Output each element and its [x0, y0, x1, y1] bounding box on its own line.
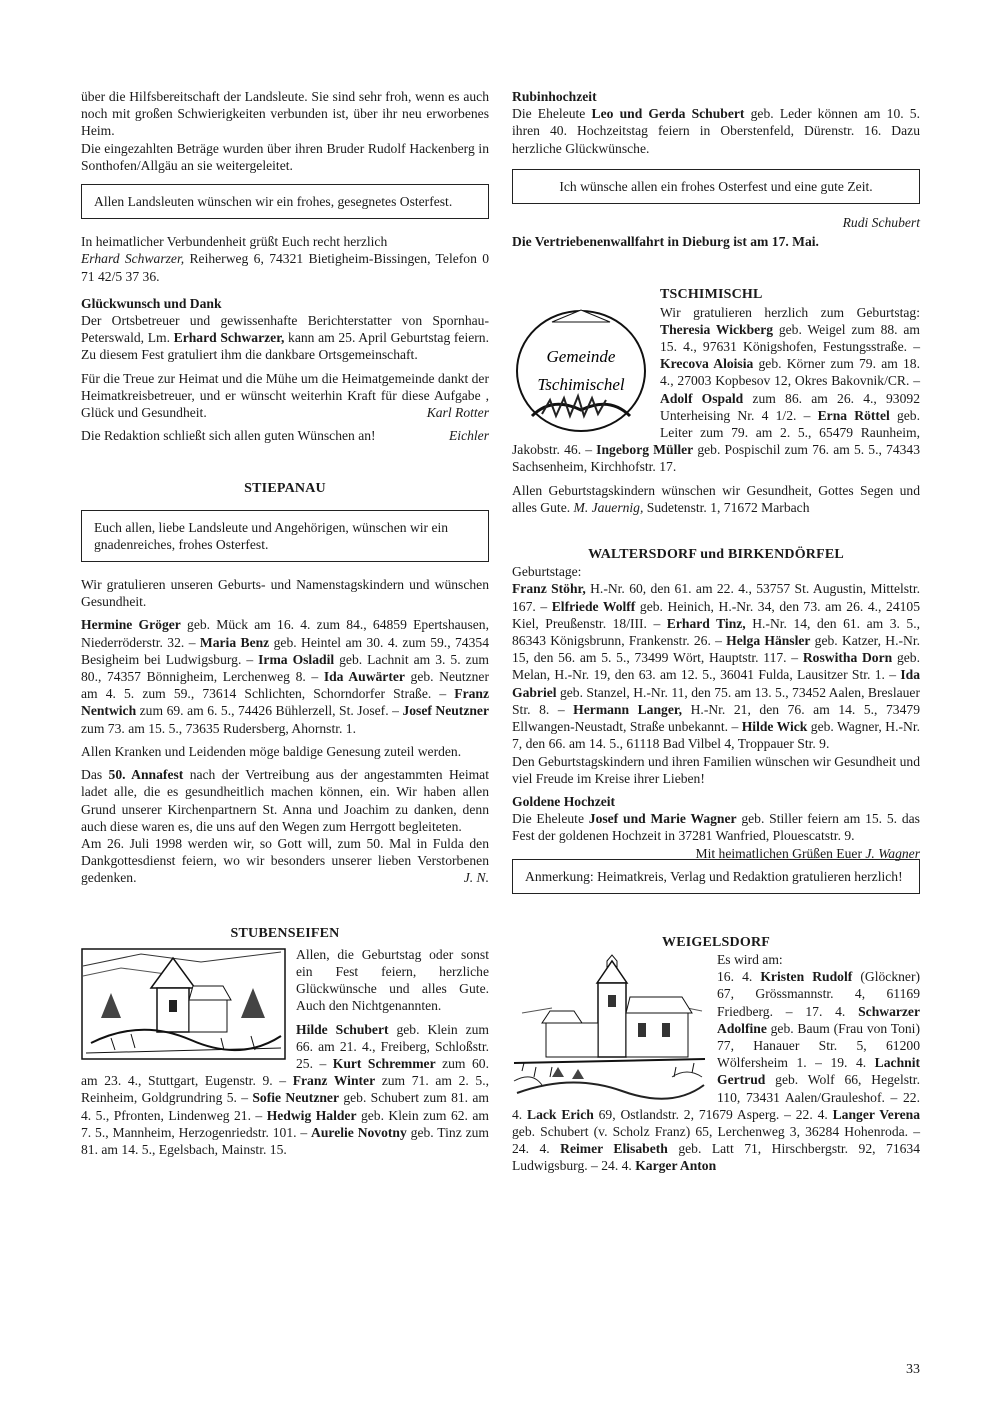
person-name: Krecova Aloisia	[660, 356, 754, 372]
person-name: Franz Winter	[292, 1073, 376, 1089]
person-details: geb. Melan, H.-Nr. 19, den 63. am 12. 5., 36041 Fulda, Lausitzer Str. 1. –	[512, 650, 920, 683]
gold-text-a: Die Eheleute	[512, 811, 589, 827]
person-details: geb. Schubert (v. Scholz Franz) 65, Lerchenweg 3, 36284 Hohenroda. – 24. 4.	[512, 1123, 920, 1157]
person-details: geb. Heinich, H.-Nr. 34, den 73. am 26. 4., 24105 Kiel, Preußenstr. 18/III. –	[512, 598, 921, 631]
person-details: geb. Baum (Frau von Toni) 77, Hanauer Str. 5, 61200 Wölfersheim 1. – 19. 4.	[717, 1020, 920, 1071]
person-name: Franz Nentwich	[81, 686, 489, 719]
juli-text: Am 26. Juli 1998 werden wir, so Gott will, zum 50. Mal in Fulda den Dankgottesdienst feiern, wo wir besonders unserer lieben Verstorbenen gedenken.	[81, 835, 489, 886]
gold-signature-text: Mit heimatlichen Grüßen Euer	[695, 845, 866, 861]
person-details: geb. Heintel am 30. 4. zum 59., 74354 Besigheim bei Ludwigsburg. –	[81, 634, 489, 667]
annafest-text-a: Das	[81, 767, 109, 783]
intro-paragraph-1: über die Hilfsbereitschaft der Landsleute. Sie sind sehr froh, wenn es auch noch mit großen Schwierigkeiten verbunden ist, über ihr neu erworbenes Heim.	[81, 89, 489, 139]
annafest-title: 50. Annafest	[108, 767, 184, 783]
person-details: 16. 4.	[717, 969, 761, 985]
section-heading-glueckwunsch: Glückwunsch und Dank	[81, 295, 222, 311]
rubin-couple: Leo und Gerda Schubert	[591, 106, 745, 122]
section-heading-rubinhochzeit: Rubinhochzeit	[512, 89, 597, 104]
person-name: Ingeborg Müller	[596, 442, 694, 458]
person-details: (Glöckner) 67, Grössmannstr. 4, 61169 Friedberg. – 17. 4.	[717, 969, 920, 1019]
church-sketch-stubenseifen	[81, 948, 286, 1060]
person-details: 69, Ostlandstr. 2, 71679 Asperg. – 22. 4.	[593, 1106, 833, 1122]
person-details: geb. Pospischil zum 76. am 5. 5., 74343 Sachsenheim, Kirchhofstr. 17.	[512, 442, 921, 475]
person-details: geb. Tinz zum 81. am 14. 5., Egelsbach, Mainstr. 15.	[81, 1124, 489, 1157]
section-title-stubenseifen: STUBENSEIFEN	[230, 925, 340, 941]
person-details: geb. Katzer, H.-Nr. 15, den 56. am 5. 5., 73499 Wört, Hauptstr. 117. –	[512, 633, 920, 666]
stamp-gemeinde-tschimischel	[512, 306, 650, 436]
rubin-signature: Rudi Schubert	[842, 215, 920, 231]
person-details: geb. Stanzel, H.-Nr. 11, den 75. am 13. 5., 73452 Aalen, Breslauer Str. 8. –	[512, 684, 920, 717]
stamp-line-1: Gemeinde	[546, 347, 616, 367]
rubin-text-b: geb. Leder können am 10. 5. ihren 40. Hochzeitstag feiern in Oberstenfeld, Dürenstr. 16. Dazu herzliche Glückwünsche.	[512, 106, 920, 156]
gold-paragraph	[512, 810, 920, 861]
section-heading-goldene-hochzeit: Goldene Hochzeit	[512, 793, 616, 809]
stubenseifen-intro: Allen, die Geburtstag oder sonst ein Fest feiern, herzliche Glückwünsche und alles Gute. Auch den Nichtgenannten.	[296, 946, 489, 1014]
stiepanau-intro: Wir gratulieren unseren Geburts- und Namenstagskindern und wünschen Gesundheit.	[81, 577, 489, 610]
person-details: geb. Klein zum 66. am 21. 4., Freiberg, Schloßstr. 25. –	[296, 1021, 489, 1071]
person-details: H.-Nr. 21, den 76. am 14. 5., 73479 Ellwangen-Neustadt, Straße unbekannt. –	[512, 701, 920, 735]
glueckwunsch-paragraph	[81, 312, 489, 364]
person-details: geb. Schubert zum 81. am 4. 5., Pfronten, Lindenweg 21. –	[81, 1090, 489, 1123]
right-column	[512, 88, 920, 1175]
left-column	[81, 88, 489, 1164]
annafest-paragraph	[81, 766, 489, 835]
person-name: Franz Stöhr,	[512, 581, 586, 597]
person-details: geb. Körner zum 79. am 18. 4., 27003 Kopbesov 12, Okres Bakovnik/CR. –	[660, 356, 920, 389]
person-details: geb. Wolf 66, Hegelstr. 110, 73431 Aalen/Grauleshof. – 22. 4.	[512, 1072, 920, 1122]
kranke-paragraph: Allen Kranken und Leidenden möge baldige Genesung zuteil werden.	[81, 743, 462, 759]
section-title-stiepanau: STIEPANAU	[244, 481, 326, 497]
gold-couple: Josef und Marie Wagner	[588, 811, 737, 827]
waltersdorf-closing: Den Geburtstagskindern und ihren Familien wünschen wir Gesundheit und viel Freude im Kreise ihrer Lieben!	[512, 753, 920, 786]
easter-box-stiepanau: Euch allen, liebe Landsleute und Angehörigen, wünschen wir ein gnadenreiches, frohes Osterfest.	[81, 510, 489, 562]
person-details: geb. Weigel zum 88. am 15. 4., 97631 Königshofen, Festungsstraße. –	[660, 321, 920, 355]
person-details: zum 69. am 6. 5., 74426 Bühlerzell, St. Josef. –	[136, 703, 403, 719]
greeting-text: In heimatlicher Verbundenheit grüßt Euch recht herzlich	[81, 234, 388, 250]
gold-signature-name: J. Wagner	[865, 845, 920, 861]
person-details: zum 60. am 23. 4., Stuttgart, Eugenstr. 9. –	[81, 1055, 489, 1089]
tschimischl-intro: Wir gratulieren herzlich zum Geburtstag:	[660, 304, 920, 320]
person-name: Aurelie Novotny	[311, 1124, 407, 1140]
person-name: Langer Verena	[832, 1106, 921, 1122]
person-details: geb. Latt 71, Hirschbergstr. 92, 71634 Ludwigsburg. – 24. 4.	[512, 1141, 921, 1174]
person-details: zum 71. am 2. 5., Reinheim, Goldgrundring 5. –	[81, 1073, 489, 1106]
person-name: Ida Auwärter	[323, 669, 405, 685]
glueckwunsch-name: Erhard Schwarzer,	[173, 330, 285, 346]
person-name: Hilde Wick	[741, 719, 808, 735]
person-name: Hilde Schubert	[296, 1021, 389, 1037]
annafest-text-b: nach der Vertreibung aus der angestammten Heimat ladet alle, die es gesundheitlich machen können, ein. Wir haben allen Grund unserer Kirchenpartnern St. Anna und Joachim zu danken, denn auch diese waren es, die uns auf den Wegen zum Herrgott begleiteten.	[81, 767, 489, 834]
tschimischl-address: Sudetenstr. 1, 71672 Marbach	[643, 499, 810, 515]
greeting-paragraph	[81, 233, 489, 285]
person-details: geb. Mück am 16. 4. zum 84., 64859 Epertshausen, Niederröderstr. 32. –	[81, 617, 489, 650]
person-details: H.-Nr. 60, den 61. am 22. 4., 53757 St. Augustin, Mittelstr. 167. –	[512, 581, 920, 614]
person-name: Sofie Neutzner	[252, 1090, 339, 1106]
person-name: Adolf Ospald	[660, 390, 744, 406]
person-name: Erna Röttel	[817, 407, 890, 423]
redaktion-signature: Eichler	[448, 428, 489, 444]
person-name: Lack Erich	[527, 1106, 594, 1122]
person-name: Josef Neutzner	[402, 703, 489, 719]
person-name: Erhard Tinz,	[666, 615, 746, 631]
tschimischl-closing-text: Allen Geburtstagskindern wünschen wir Gesundheit, Gottes Segen und alles Gute.	[512, 482, 920, 515]
greeting-address: Reiherweg 6, 74321 Bietigheim-Bissingen, Telefon 0 71 42/5 37 36.	[81, 251, 489, 284]
juli-signature: J. N.	[463, 870, 489, 886]
easter-box-schubert: Ich wünsche allen ein frohes Osterfest und eine gute Zeit.	[512, 169, 920, 204]
person-details: geb. Lachnit am 3. 5. zum 80., 74357 Bönnigheim, Lerchenweg 8. –	[81, 651, 489, 685]
person-details: geb. Neutzner am 4. 5. zum 59., 73614 Schlichten, Schorndorfer Straße. –	[81, 669, 489, 702]
treue-paragraph	[81, 370, 489, 422]
person-name: Reimer Elisabeth	[560, 1141, 668, 1157]
treue-text: Für die Treue zur Heimat und die Mühe um die Heimatgemeinde dankt der Heimatkreisbetreuer, und er wünscht weiterhin Kraft für diese Aufgabe , Glück und Gesundheit.	[81, 370, 489, 421]
person-name: Karger Anton	[635, 1158, 717, 1174]
page-number: 33	[906, 1362, 920, 1377]
juli-paragraph	[81, 835, 489, 887]
section-title-weigelsdorf: WEIGELSDORF	[662, 934, 770, 950]
anmerkung-box: Anmerkung: Heimatkreis, Verlag und Redaktion gratulieren herzlich!	[512, 859, 920, 894]
person-details: geb. Wagner, H.-Nr. 7, den 66. am 14. 5., 61118 Bad Vilbel 4, Troppauer Str. 9.	[512, 719, 920, 752]
person-name: Irma Osladil	[258, 651, 335, 667]
rubin-text-a: Die Eheleute	[512, 106, 592, 122]
person-name: Ida Gabriel	[512, 667, 920, 700]
stiepanau-birthdays	[81, 616, 489, 736]
rubin-paragraph	[512, 105, 920, 157]
person-name: Hermann Langer,	[573, 701, 683, 717]
intro-paragraph-2: Die eingezahlten Beträge wurden über ihren Bruder Rudolf Hackenberg in Sonthofen/Allgäu an sie weitergeleitet.	[81, 140, 489, 173]
person-details: zum 73. am 15. 5., 73635 Rudersberg, Ahornstr. 1.	[81, 720, 357, 736]
person-name: Kurt Schremmer	[332, 1055, 436, 1071]
tschimischl-signature: M. Jauernig,	[573, 499, 644, 515]
person-name: Roswitha Dorn	[802, 650, 893, 666]
easter-box-hackenberg: Allen Landsleuten wünschen wir ein frohes, gesegnetes Osterfest.	[81, 184, 489, 219]
glueckwunsch-text-b: kann am 25. April Geburtstag feiern. Zu diesem Fest gratuliert ihm die dankbare Ortsgemeinschaft.	[81, 330, 489, 363]
waltersdorf-subheading: Geburtstage:	[512, 564, 582, 580]
person-name: Schwarzer Adolfine	[717, 1003, 920, 1036]
redaktion-text: Die Redaktion schließt sich allen guten Wünschen an!	[81, 428, 376, 444]
person-details: zum 86. am 26. 4., 93092 Unterheising Nr. 4 1/2. –	[660, 390, 920, 423]
wallfahrt-notice: Die Vertriebenenwallfahrt in Dieburg ist am 17. Mai.	[512, 234, 819, 250]
municipal-seal-icon	[512, 306, 650, 436]
glueckwunsch-text-a: Der Ortsbetreuer und gewissenhafte Berichterstatter von Spornhau-Peterswald, Lm.	[81, 313, 489, 346]
stamp-line-2: Tschimischel	[537, 375, 625, 395]
treue-signature: Karl Rotter	[426, 405, 489, 421]
person-name: Kristen Rudolf	[760, 969, 853, 985]
gold-signature	[696, 845, 921, 862]
greeting-name: Erhard Schwarzer,	[81, 251, 185, 267]
church-sketch-icon	[81, 948, 286, 1060]
waltersdorf-birthdays	[512, 580, 920, 752]
gold-text-b: geb. Stiller feiern am 15. 5. das Fest der goldenen Hochzeit in 37281 Wanfried, Plouescatstr. 9.	[512, 811, 920, 844]
person-details: H.-Nr. 14, den 61. am 3. 5., 86343 Königsbrunn, Frankenstr. 26. –	[512, 615, 920, 649]
person-name: Hermine Gröger	[81, 617, 181, 633]
person-details: geb. Leiter zum 79. am 2. 5., 65479 Raunheim, Jakobstr. 46. –	[512, 407, 920, 458]
person-details: geb. Klein zum 62. am 7. 5., Mannheim, Herzogenriedstr. 101. –	[81, 1107, 489, 1140]
person-name: Lachnit Gertrud	[717, 1055, 920, 1088]
section-title-tschimischl: TSCHIMISCHL	[660, 287, 763, 303]
redaktion-paragraph	[81, 427, 489, 444]
tschimischl-closing	[512, 482, 920, 516]
section-title-waltersdorf: WALTERSDORF und BIRKENDÖRFEL	[588, 547, 844, 563]
person-name: Maria Benz	[199, 634, 270, 650]
church-sketch-icon	[512, 953, 707, 1103]
church-sketch-weigelsdorf	[512, 953, 707, 1103]
person-name: Elfriede Wolff	[551, 598, 636, 614]
person-name: Theresia Wickberg	[660, 321, 774, 337]
person-name: Helga Hänsler	[726, 633, 811, 649]
person-name: Hedwig Halder	[266, 1107, 357, 1123]
weigelsdorf-intro: Es wird am:	[717, 951, 783, 967]
